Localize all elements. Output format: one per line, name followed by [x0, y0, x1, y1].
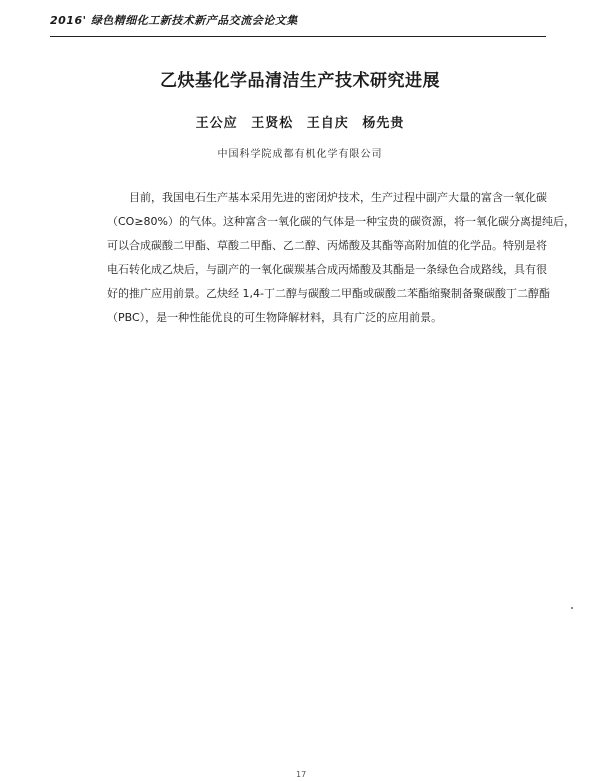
author-name: 王自庆 — [306, 116, 349, 131]
header-rule — [50, 36, 546, 37]
paper-title: 乙炔基化学品清洁生产技术研究进展 — [160, 71, 440, 91]
affiliation: 中国科学院成都有机化学有限公司 — [217, 149, 383, 160]
author-name: 杨先贵 — [362, 116, 405, 131]
abstract-line: （PBC），是一种性能优良的可生物降解材料，具有广泛的应用前景。 — [107, 311, 443, 324]
running-header: 2016' 绿色精细化工新技术新产品交流会论文集 — [50, 14, 298, 27]
abstract-line: 好的推广应用前景。乙炔经 1,4-丁二醇与碳酸二甲酯或碳酸二苯酯缩聚制备聚碳酸丁二醇酯 — [107, 287, 550, 300]
abstract-paragraph — [107, 186, 576, 330]
abstract-line: 可以合成碳酸二甲酯、草酸二甲酯、乙二醇、丙烯酸及其酯等高附加值的化学品。特别是将 — [107, 239, 547, 252]
abstract-line: （CO≥80%）的气体。这种富含一氧化碳的气体是一种宝贵的碳资源，将一氧化碳分离提纯后， — [107, 215, 576, 228]
author-name: 王公应 — [195, 116, 238, 131]
page-number: 17 — [296, 770, 307, 779]
author-list — [0, 112, 600, 131]
abstract-line: 电石转化成乙炔后，与副产的一氧化碳羰基合成丙烯酸及其酯是一条绿色合成路线，具有很 — [107, 263, 547, 276]
scan-speck — [571, 607, 573, 609]
author-name: 王贤松 — [251, 116, 294, 131]
abstract-line: 目前，我国电石生产基本采用先进的密闭炉技术，生产过程中副产大量的富含一氧化碳 — [129, 191, 547, 204]
